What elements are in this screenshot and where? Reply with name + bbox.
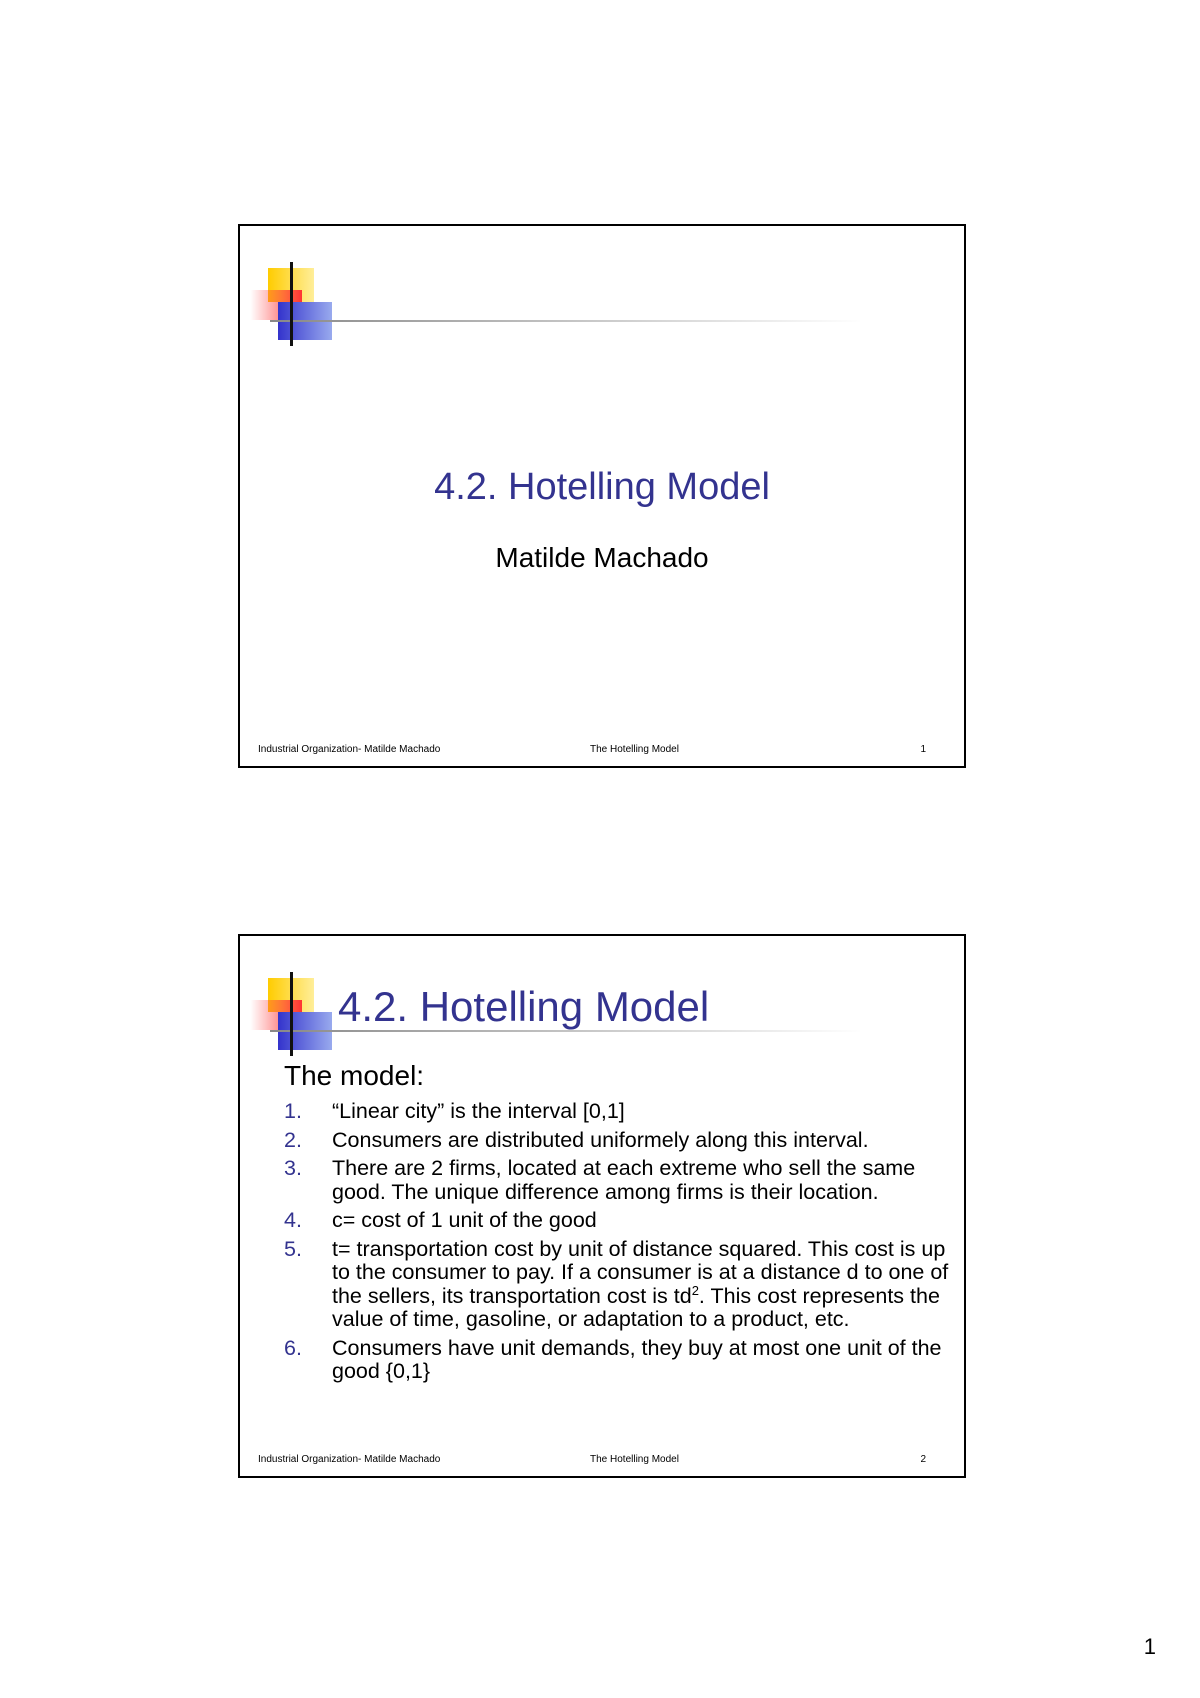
list-item xyxy=(284,1129,952,1153)
item-text: “Linear city” is the interval [0,1] xyxy=(332,1099,625,1123)
footer-topic: The Hotelling Model xyxy=(590,1454,679,1465)
slide-footer xyxy=(240,1454,964,1468)
footer-topic: The Hotelling Model xyxy=(590,744,679,755)
slide-title: 4.2. Hotelling Model xyxy=(338,983,710,1030)
page-number: 1 xyxy=(1143,1634,1156,1659)
item-number: 3. xyxy=(284,1156,302,1180)
list-item xyxy=(284,1238,952,1332)
item-number: 5. xyxy=(284,1236,302,1261)
superscript: 2 xyxy=(691,1282,699,1298)
list-item xyxy=(284,1100,952,1124)
footer-slide-number: 2 xyxy=(920,1454,926,1465)
footer-course: Industrial Organization- Matilde Machado xyxy=(258,744,441,755)
slide-2 xyxy=(238,934,966,1478)
slide-title: 4.2. Hotelling Model xyxy=(434,466,770,508)
item-text: t= transportation cost by unit of distance squared. This cost is up to the consumer to pay. If a consumer is at a distance d to one of the sellers, its transportation cost is td xyxy=(332,1236,949,1308)
item-text: There are 2 firms, located at each extreme who sell the same good. The unique difference among firms is their location. xyxy=(332,1156,916,1204)
section-heading: The model: xyxy=(284,1060,425,1091)
slide-footer xyxy=(240,744,964,758)
slide-subtitle: Matilde Machado xyxy=(495,542,709,573)
item-number: 2. xyxy=(284,1127,302,1152)
item-text: c= cost of 1 unit of the good xyxy=(332,1208,597,1232)
footer-course: Industrial Organization- Matilde Machado xyxy=(258,1454,441,1465)
item-text: Consumers are distributed uniformely along this interval. xyxy=(332,1127,869,1152)
slide-decoration xyxy=(250,262,860,346)
item-number: 4. xyxy=(284,1208,302,1232)
list-item xyxy=(284,1337,952,1384)
slide-1 xyxy=(238,224,966,768)
list-item xyxy=(284,1157,952,1204)
item-number: 1. xyxy=(284,1099,302,1123)
list-item xyxy=(284,1209,952,1233)
item-text: Consumers have unit demands, they buy at most one unit of the good {0,1} xyxy=(332,1335,942,1383)
assumption-list xyxy=(284,1100,952,1389)
item-text-continued: . This cost represents the value of time, gasoline, or adaptation to a product, etc. xyxy=(332,1283,940,1331)
footer-slide-number: 1 xyxy=(920,744,926,755)
item-number: 6. xyxy=(284,1335,302,1360)
